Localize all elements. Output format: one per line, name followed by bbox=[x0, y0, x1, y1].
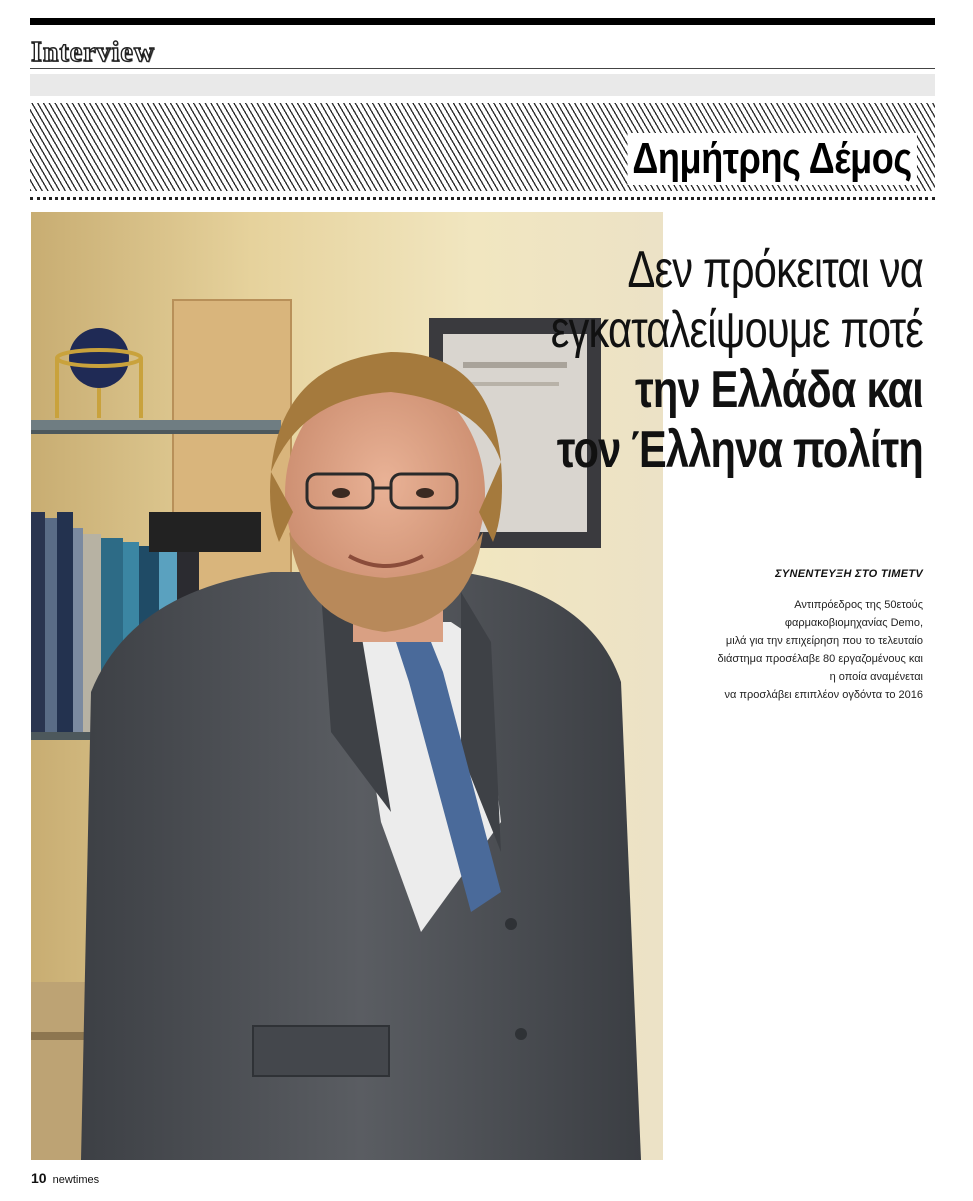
standfirst bbox=[663, 596, 923, 704]
top-rule bbox=[30, 18, 935, 25]
standfirst-line: η οποία αναμένεται bbox=[829, 671, 923, 683]
standfirst-line: Αντιπρόεδρος της 50ετούς bbox=[794, 599, 923, 611]
page-footer bbox=[31, 1170, 99, 1186]
standfirst-line: να προσλάβει επιπλέον ογδόντα το 2016 bbox=[724, 689, 923, 701]
kicker: ΣΥΝΕΝΤΕΥΞΗ ΣΤΟ TIMETV bbox=[775, 568, 923, 580]
page-number: 10 bbox=[31, 1170, 47, 1186]
name-bar bbox=[30, 103, 935, 191]
standfirst-line: φαρμακοβιομηχανίας Demo, bbox=[784, 617, 923, 629]
person-name: Δημήτρης Δέμος bbox=[628, 133, 917, 185]
headline bbox=[363, 240, 923, 480]
headline-line-1: Δεν πρόκειται να bbox=[627, 241, 923, 299]
dotted-rule bbox=[30, 197, 935, 200]
grey-band bbox=[30, 74, 935, 96]
label-rule bbox=[30, 68, 935, 69]
headline-line-3: την Ελλάδα και bbox=[635, 361, 923, 419]
standfirst-line: διάστημα προσέλαβε 80 εργαζομένους και bbox=[717, 653, 923, 665]
standfirst-line: μιλά για την επιχείρηση που το τελευταίο bbox=[725, 635, 923, 647]
section-label: Interview bbox=[31, 37, 156, 68]
headline-line-2: εγκαταλείψουμε ποτέ bbox=[550, 301, 923, 359]
headline-line-4: τον Έλληνα πολίτη bbox=[556, 421, 923, 479]
magazine-name: newtimes bbox=[52, 1174, 100, 1186]
